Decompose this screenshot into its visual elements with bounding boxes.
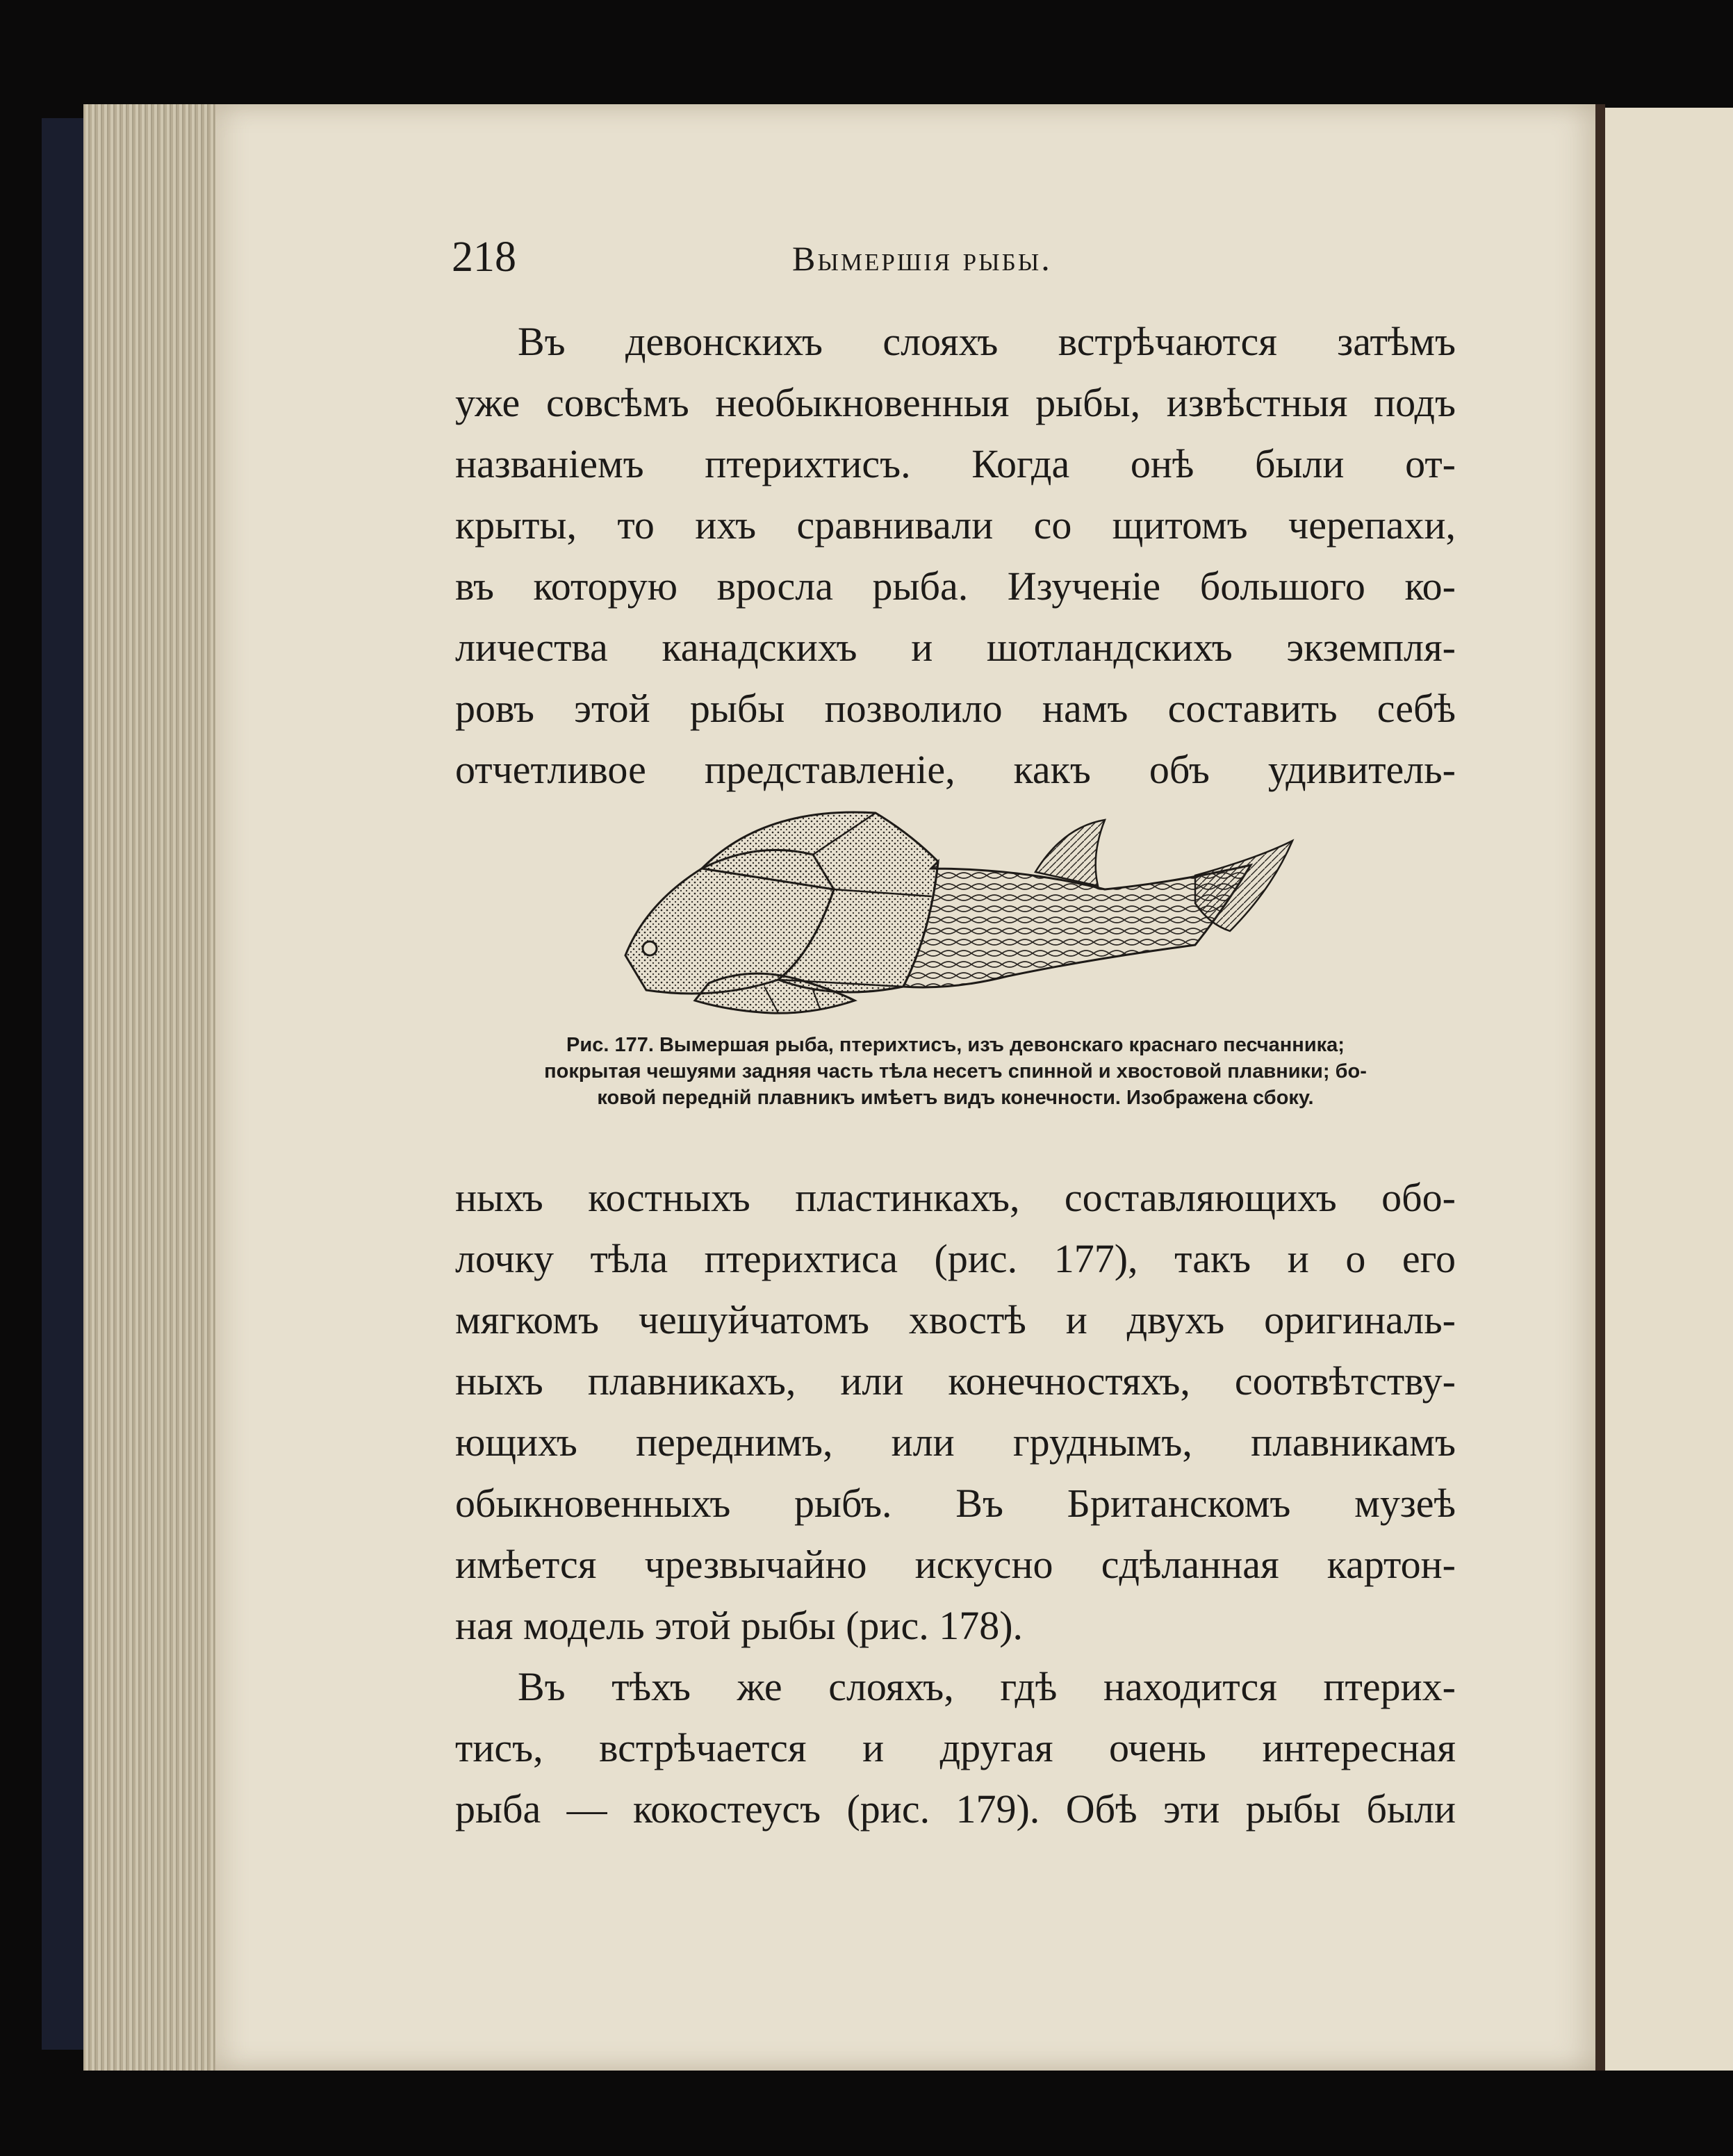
text-line: ровъ этой рыбы позволило намъ составить себѣ [455, 686, 1456, 731]
text-line: въ которую вросла рыба. Изученіе большого ко- [455, 563, 1456, 609]
text-line: Въ тѣхъ же слояхъ, гдѣ находится птерих- [518, 1664, 1456, 1709]
text-line: ющихъ переднимъ, или груднымъ, плавникамъ [455, 1419, 1456, 1465]
fossil-fish-figure [605, 792, 1299, 1021]
text-line: рыба — кокостеусъ (рис. 179). Обѣ эти рыбы были [455, 1786, 1456, 1832]
text-line: Въ девонскихъ слояхъ встрѣчаются затѣмъ [518, 319, 1456, 364]
book-page-edges [83, 104, 222, 2071]
text-line: отчетливое представленіе, какъ объ удивитель- [455, 747, 1456, 792]
facing-page [1605, 108, 1733, 2071]
text-line: уже совсѣмъ необыкновенныя рыбы, извѣстныя подъ [455, 380, 1456, 425]
book-gutter [1595, 104, 1605, 2071]
page-number: 218 [452, 233, 516, 281]
fossil-fish-icon [605, 792, 1299, 1021]
page-header [452, 233, 1452, 288]
caption-line: ковой передній плавникъ имѣетъ видъ конечности. Изображена сбоку. [597, 1087, 1314, 1109]
text-line: ная модель этой рыбы (рис. 178). [455, 1603, 1024, 1648]
text-line: личества канадскихъ и шотландскихъ экземпля- [455, 625, 1456, 670]
caption-line: покрытая чешуями задняя часть тѣла несетъ спинной и хвостовой плавники; бо- [544, 1060, 1367, 1083]
text-line: тисъ, встрѣчается и другая очень интересная [455, 1725, 1456, 1770]
figure-caption [459, 1032, 1452, 1111]
text-line: названіемъ птерихтисъ. Когда онѣ были от- [455, 441, 1456, 486]
text-line: обыкновенныхъ рыбъ. Въ Британскомъ музеѣ [455, 1481, 1456, 1526]
running-title: Вымершія рыбы. [792, 239, 1052, 278]
text-line: ныхъ костныхъ пластинкахъ, составляющихъ обо- [455, 1175, 1456, 1220]
paragraph-2 [455, 1167, 1456, 1840]
paragraph-1 [455, 311, 1456, 800]
text-line: ныхъ плавникахъ, или конечностяхъ, соотвѣтству- [455, 1358, 1456, 1404]
text-line: мягкомъ чешуйчатомъ хвостѣ и двухъ оригиналь- [455, 1297, 1456, 1342]
text-line: имѣется чрезвычайно искусно сдѣланная картон- [455, 1542, 1456, 1587]
caption-line: Рис. 177. Вымершая рыба, птерихтисъ, изъ девонскаго краснаго песчанника; [566, 1034, 1345, 1056]
text-line: лочку тѣла птерихтиса (рис. 177), такъ и о его [455, 1236, 1456, 1281]
text-line: крыты, то ихъ сравнивали со щитомъ черепахи, [455, 502, 1456, 548]
